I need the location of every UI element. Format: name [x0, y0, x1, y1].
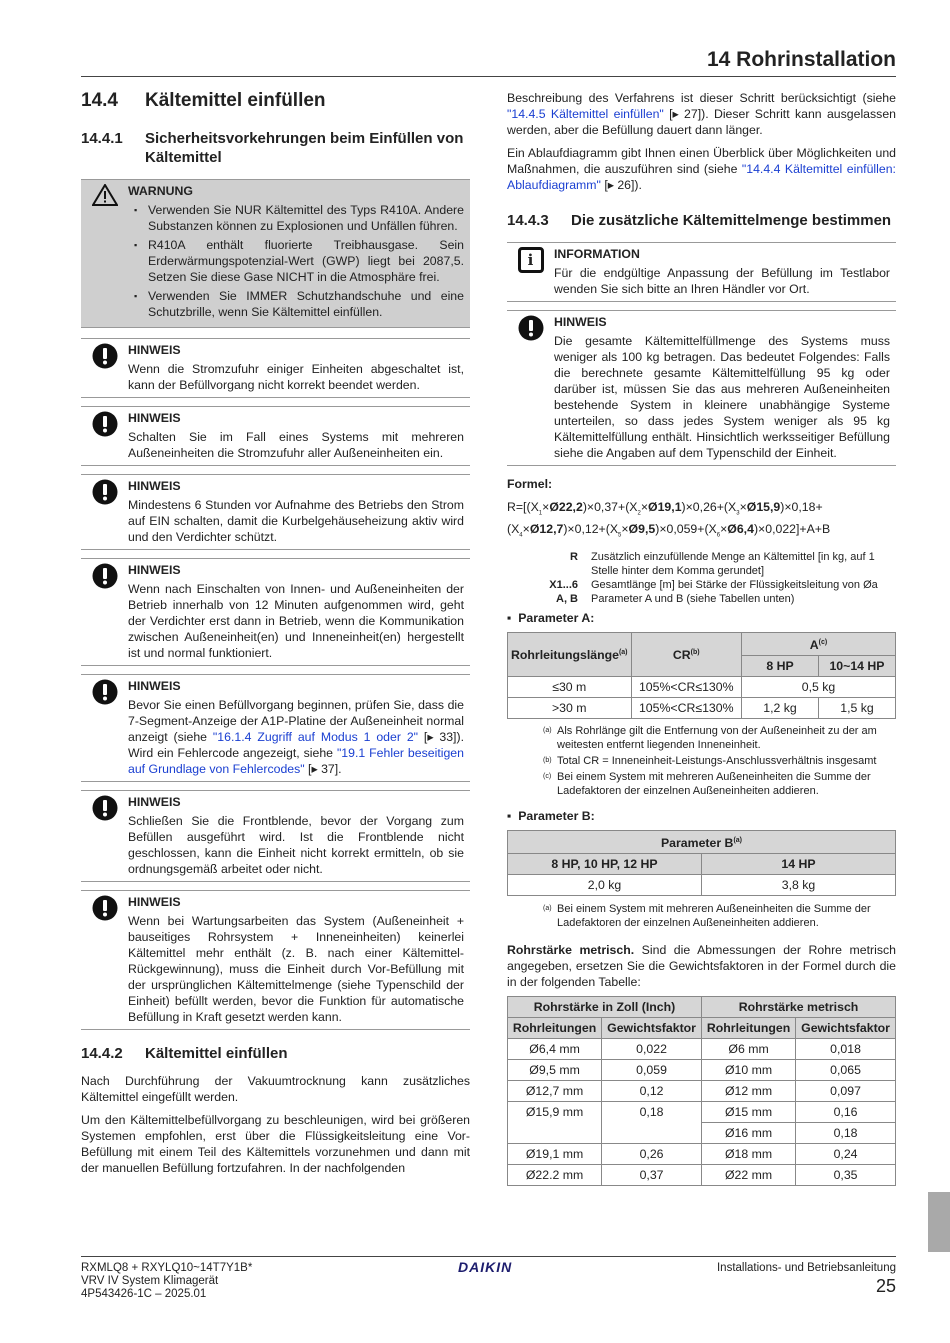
paragraph: Beschreibung des Verfahrens ist dieser Schritt berücksichtigt (siehe "14.4.5 Kältemittel einfüllen" [▸ 27]). Dieser Schritt kann ausgelassen werden, aber die Befüllung dauert dann länger.: [507, 91, 896, 137]
parameter-b-label: ▪ Parameter B:: [507, 809, 595, 823]
notice-text: Wenn nach Einschalten von Innen- und Außeneinheiten der Betrieb innerhalb von 12 Minuten aufgenommen wird, geht der Verdichter erst dann in Betrieb, wenn die Kommunikation zwischen Außeneinheit(en) und Inneneinheit(en) hergestellt ist und normal funktioniert.: [128, 582, 464, 660]
parameter-b-table: [507, 830, 896, 896]
table-header: Rohrstärke metrisch: [701, 997, 895, 1018]
daikin-logo: DAIKIN: [458, 1259, 513, 1275]
notice-title: HINWEIS: [128, 563, 181, 577]
formula: $R=[(X_1\times Ø22,2)\times 0,37+(X_2\times Ø19,1)\times 0,26+(X_3\times Ø15,9)\times 0,18+$ $(X_4\times Ø12,7)\times 0,12+(X_5\times Ø9,5)\times 0,059+(X_6\times Ø6,4)\times 0,022]+A+B$: [507, 500, 831, 539]
table-header: Rohrleitungen: [701, 1018, 795, 1039]
notice-box: [81, 674, 470, 782]
info-icon: i: [518, 247, 544, 273]
table-header: Rohrleitungen: [508, 1018, 602, 1039]
table-row: Ø9,5 mm 0,059 Ø10 mm 0,065: [508, 1060, 896, 1081]
info-text: Für die endgültige Anpassung der Befüllung im Testlabor wenden Sie sich bitte an Ihren Händler vor Ort.: [554, 266, 890, 296]
notice-title: HINWEIS: [128, 795, 181, 809]
footer-manual-title: Installations- und Betriebsanleitung: [716, 1262, 896, 1274]
parameter-a-label: ▪ Parameter A:: [507, 610, 595, 625]
info-title: INFORMATION: [554, 247, 640, 261]
paragraph: Ein Ablaufdiagramm gibt Ihnen einen Überblick über Möglichkeiten und Maßnahmen, die auszuführen sind (siehe "14.4.4 Kältemittel einfüllen: Ablaufdiagramm" [▸ 26]).: [507, 146, 896, 192]
footnote: (c) Bei einem System mit mehreren Außeneinheiten die Summe der Ladefaktoren der einzelnen Außeneinheiten addieren.: [543, 771, 871, 797]
page-header-title: 14 Rohrinstallation: [706, 48, 896, 71]
warning-item: ▪ Verwenden Sie IMMER Schutzhandschuhe und eine Schutzbrille, wenn Sie Kältemittel einfüllen.: [148, 288, 464, 320]
exclamation-icon: [81, 794, 128, 877]
exclamation-icon: [81, 894, 128, 1025]
paragraph: Rohrstärke metrisch. Sind die Abmessungen der Rohre metrisch angegeben, ersetzen Sie die Gewichtsfaktoren in der Formel durch die in der folgenden Tabelle:: [507, 943, 896, 990]
notice-text: Schließen Sie die Frontblende, bevor der Vorgang zum Befüllen ausgeführt wird. Ist die Frontblende nicht geschlossen, kann die Einheit nicht korrekt ermitteln, ob sie ordnungsgemäß arbeitet oder nicht.: [128, 814, 464, 876]
footnote: (a) Bei einem System mit mehreren Außeneinheiten die Summe der Ladefaktoren der einzelnen Außeneinheiten addieren.: [543, 903, 871, 930]
notice-box: [81, 890, 470, 1030]
table-row: >30 m 105%<CR≤130% 1,2 kg 1,5 kg: [508, 698, 896, 719]
notice-title: HINWEIS: [128, 479, 181, 493]
table-row: 2,0 kg 3,8 kg: [508, 875, 896, 896]
legend-row: A, B Parameter A und B (siehe Tabellen unten): [556, 592, 795, 605]
table-row: Ø16 mm 0,18: [508, 1123, 896, 1144]
formula-label: Formel:: [507, 477, 553, 491]
link-19-1[interactable]: "19.1 Fehler beseitigen auf Grundlage von Fehlercodes": [128, 746, 464, 776]
exclamation-icon: [81, 342, 128, 393]
footnote: (b) Total CR = Inneneinheit-Leistungs-Anschlussverhältnis insgesamt: [543, 755, 877, 767]
pipe-size-table: [507, 996, 896, 1186]
table-header: Parameter $B^{(a)}$: [508, 831, 896, 854]
legend-row: R Zusätzlich einzufüllende Menge an Kältemittel [in kg, auf 1 Stelle hinter dem Komma gerundet]: [570, 550, 875, 577]
page-number: 25: [875, 1276, 896, 1296]
notice-text: Mindestens 6 Stunden vor Aufnahme des Betriebs den Strom auf EIN schalten, damit die Kurbelgehäuseheizung aktiv wird und den Verdichter schützt.: [128, 498, 464, 544]
legend-row: X1...6 Gesamtlänge [m] bei Stärke der Flüssigkeitsleitung von Øa: [549, 578, 878, 591]
notice-box: [507, 310, 896, 466]
table-header: 10~14 HP: [819, 656, 896, 677]
paragraph: Nach Durchführung der Vakuumtrocknung kann zusätzliches Kältemittel eingefüllt werden.: [81, 1074, 470, 1104]
exclamation-icon: [81, 410, 128, 461]
warning-item: ▪ R410A enthält fluorierte Treibhausgase. Sein Erderwärmungspotenzial-Wert (GWP) liegt bei 2087,5. Setzen Sie diese Gase NICHT in die Atmosphäre frei.: [148, 237, 464, 285]
right-column: [507, 90, 896, 1186]
table-header: Rohrleitungslänge$^{(a)}$: [508, 632, 632, 676]
exclamation-icon: [507, 314, 554, 461]
notice-text: Die gesamte Kältemittelfüllmenge des Systems muss weniger als 100 kg betragen. Das bedeutet Folgendes: Falls die berechnete gesamte Kältemittelfüllung 95 kg oder darüber ist, müssen Sie das aus mehreren Außeneinheiten bestehende System in kleinere unabhängige Systeme unterteilen, so dass jedes System weniger als 95 kg Kältemittelfüllung enthält. Hinsichtlich werksseitiger Befüllung siehe die Angaben auf dem Typenschild der Einheit.: [554, 334, 890, 460]
parameter-a-table: [507, 632, 896, 719]
table-header: CR$^{(b)}$: [631, 632, 741, 676]
table-row: Ø22.2 mm 0,37 Ø22 mm 0,35: [508, 1165, 896, 1186]
section-heading-14-4-1: 14.4.1 Sicherheitsvorkehrungen beim Einfüllen von Kältemittel: [81, 130, 464, 166]
section-heading-14-4-3: 14.4.3 Die zusätzliche Kältemittelmenge bestimmen: [507, 212, 892, 229]
notice-title: HINWEIS: [554, 315, 607, 329]
section-heading-14-4-2: 14.4.2 Kältemittel einfüllen: [81, 1045, 288, 1062]
notice-title: HINWEIS: [128, 411, 181, 425]
notice-title: HINWEIS: [128, 343, 181, 357]
footer-product-info: RXMLQ8 + RXYLQ10~14T7Y1B* VRV IV System Klimagerät 4P543426-1C – 2025.01: [81, 1262, 253, 1300]
table-row: Ø6,4 mm 0,022 Ø6 mm 0,018: [508, 1039, 896, 1060]
notice-text: Wenn die Stromzufuhr einiger Einheiten abgeschaltet ist, kann der Befüllvorgang nicht korrekt beendet werden.: [128, 362, 464, 392]
warning-title: WARNUNG: [128, 184, 193, 198]
table-row: Ø19,1 mm 0,26 Ø18 mm 0,24: [508, 1144, 896, 1165]
table-header: Gewichtsfaktor: [796, 1018, 896, 1039]
header-rule: [81, 76, 896, 77]
link-16-1-4[interactable]: "16.1.4 Zugriff auf Modus 1 oder 2": [212, 730, 419, 744]
link-14-4-5[interactable]: "14.4.5 Kältemittel einfüllen": [507, 107, 664, 121]
notice-title: HINWEIS: [128, 679, 181, 693]
table-header: 14 HP: [702, 854, 896, 875]
chapter-tab: [928, 1192, 950, 1252]
notice-text: Bevor Sie einen Befüllvorgang beginnen, prüfen Sie, dass die 7-Segment-Anzeige der A1P-Platine der Außeneinheit normal anzeigt (siehe "16.1.4 Zugriff auf Modus 1 oder 2" [▸ 33]). Wird ein Fehlercode angezeigt, siehe "19.1 Fehler beseitigen auf Grundlage von Fehlercodes" [▸ 37].: [128, 698, 464, 776]
table-header: 8 HP: [742, 656, 819, 677]
notice-box: [81, 790, 470, 882]
footnote: (a) Als Rohrlänge gilt die Entfernung von der Außeneinheit zu der am weitesten entfernt liegenden Inneneinheit.: [543, 725, 877, 751]
table-row: Ø12,7 mm 0,12 Ø12 mm 0,097: [508, 1081, 896, 1102]
exclamation-icon: [81, 562, 128, 661]
warning-item: ▪ Verwenden Sie NUR Kältemittel des Typs R410A. Andere Substanzen können zu Explosionen und Unfällen führen.: [148, 202, 464, 234]
footer-rule: [81, 1256, 896, 1257]
notice-text: Wenn bei Wartungsarbeiten das System (Außeneinheit + bauseitiges Rohrsystem + Inneneinheiten) keinerlei Kältemittel mehr enthält (z. B. nach einer Kältemittel-Rückgewinnung), muss die Einheit durch Vor-Befüllung mit der ursprünglichen Kältemittelmenge (siehe Typenschild der Einheit) befüllt werden, bevor die Funktion für automatische Befüllung in Kraft gesetzt werden kann.: [128, 914, 464, 1024]
notice-box: [81, 558, 470, 666]
exclamation-icon: [81, 678, 128, 777]
table-header: Rohrstärke in Zoll (Inch): [508, 997, 702, 1018]
table-row: Ø15,9 mm 0,18 Ø15 mm 0,16: [508, 1102, 896, 1123]
paragraph: Um den Kältemittelbefüllvorgang zu beschleunigen, wird bei größeren Systemen empfohlen, erst über die Flüssigkeitsleitung eine Vor-Befüllung mit einem Teil des Kältemittels vorzunehmen und dann mit der manuellen Befüllung fortzufahren. In der nachfolgenden: [81, 1113, 470, 1175]
link-14-4-4[interactable]: "14.4.4 Kältemittel einfüllen: Ablaufdiagramm": [507, 162, 896, 192]
table-header: 8 HP, 10 HP, 12 HP: [508, 854, 702, 875]
warning-box: [81, 179, 470, 328]
table-row: ≤30 m 105%<CR≤130% 0,5 kg: [508, 677, 896, 698]
notice-box: [81, 474, 470, 550]
table-header: Gewichtsfaktor: [602, 1018, 702, 1039]
section-heading-14-4: 14.4 Kältemittel einfüllen: [81, 90, 326, 111]
notice-title: HINWEIS: [128, 895, 181, 909]
notice-box: [81, 406, 470, 466]
notice-box: [81, 338, 470, 398]
table-header: $A^{(c)}$: [742, 632, 896, 655]
information-box: [507, 242, 896, 302]
left-column: [81, 88, 470, 1183]
warning-triangle-icon: [81, 183, 128, 323]
exclamation-icon: [81, 478, 128, 545]
notice-text: Schalten Sie im Fall eines Systems mit mehreren Außeneinheiten die Stromzufuhr aller Außeneinheiten ein.: [128, 430, 464, 460]
